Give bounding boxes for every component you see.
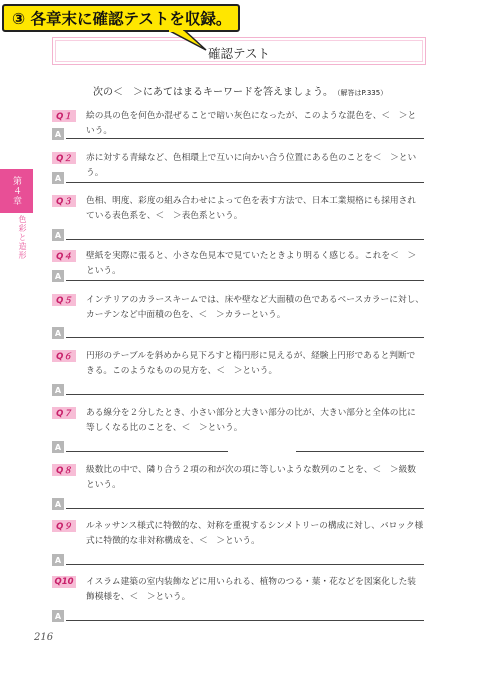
answer-reference: （解答はP.335） [337,89,388,97]
answer-row[interactable] [52,270,424,282]
answer-line [66,182,424,183]
chapter-label: 第４章 [11,176,21,206]
question-text: ルネッサンス様式に特徴的な、対称を重視するシンメトリーの構成に対し、バロック様式に特徴的な非対称構成を、＜ ＞という。 [86,521,424,546]
answer-badge: A [52,554,64,566]
question-badge: Q５ [52,294,76,306]
feature-callout [2,4,240,32]
question-text: 色相、明度、彩度の組み合わせによって色を表す方法で、日本工業規格にも採用されている表色系を、＜ ＞表色系という。 [86,196,416,221]
answer-badge: A [52,384,64,396]
question-text: ある線分を２分したとき、小さい部分と大きい部分の比が、大きい部分と全体の比に等しくなる比のことを、＜ ＞という。 [86,408,416,433]
question-badge: Q４ [52,250,76,262]
question-badge: Q１ [52,110,76,122]
question-text: 絵の具の色を何色か混ぜることで暗い灰色になったが、このような混色を、＜ ＞という。 [86,111,417,136]
answer-row[interactable] [52,229,424,241]
answer-badge: A [52,327,64,339]
answer-badge: A [52,270,64,282]
answer-line [66,508,424,509]
question-badge: Q３ [52,195,76,207]
question-text: 赤に対する青緑など、色相環上で互いに向かい合う位置にある色のことを＜ ＞という。 [86,153,417,178]
answer-badge: A [52,498,64,510]
answer-line [66,138,424,139]
question-text: 級数比の中で、隣り合う２項の和が次の項に等しいような数列のことを、＜ ＞級数という。 [86,465,416,490]
instructions-text: 次の＜ ＞にあてはまるキーワードを答えましょう。 [93,87,333,98]
chapter-tab [0,169,33,213]
answer-badge: A [52,172,64,184]
question-badge: Q９ [52,520,76,532]
question-badge: Q10 [52,576,76,588]
question-badge: Q７ [52,407,76,419]
answer-line [66,280,424,281]
answer-badge: A [52,128,64,140]
answer-line [66,620,424,621]
chapter-topic: 色彩と造形 [18,215,27,260]
answer-row[interactable] [52,327,424,339]
answer-line [66,564,424,565]
answer-line-secondary [296,451,424,452]
answer-badge: A [52,441,64,453]
question-text: イスラム建築の室内装飾などに用いられる、植物のつる・葉・花などを図案化した装飾模様を、＜ ＞という。 [86,577,416,602]
question-badge: Q８ [52,464,76,476]
page-title: 確認テスト [208,46,271,61]
answer-line [66,394,424,395]
answer-row[interactable] [52,498,424,510]
answer-line [66,451,228,452]
answer-badge: A [52,610,64,622]
answer-badge: A [52,229,64,241]
question-badge: Q２ [52,152,76,164]
answer-line [66,337,424,338]
instructions [93,83,387,98]
page-number: 216 [34,632,54,643]
answer-row[interactable] [52,128,424,140]
answer-row[interactable] [52,441,424,453]
question-text: 壁紙を実際に張ると、小さな色見本で見ていたときより明るく感じる。これを＜ ＞という。 [86,251,417,276]
callout-text: ③ 各章末に確認テストを収録。 [12,10,232,28]
answer-row[interactable] [52,384,424,396]
answer-row[interactable] [52,554,424,566]
question-badge: Q６ [52,350,76,362]
answer-row[interactable] [52,610,424,622]
question-text: インテリアのカラースキームでは、床や壁など大面積の色であるベースカラーに対し、カーテンなど中面積の色を、＜ ＞カラーという。 [86,295,424,320]
callout-pointer [168,30,208,52]
answer-row[interactable] [52,172,424,184]
answer-line [66,239,424,240]
question-text: 円形のテーブルを斜めから見下ろすと楕円形に見えるが、経験上円形であると判断できる。このようなものの見方を、＜ ＞という。 [86,351,416,376]
